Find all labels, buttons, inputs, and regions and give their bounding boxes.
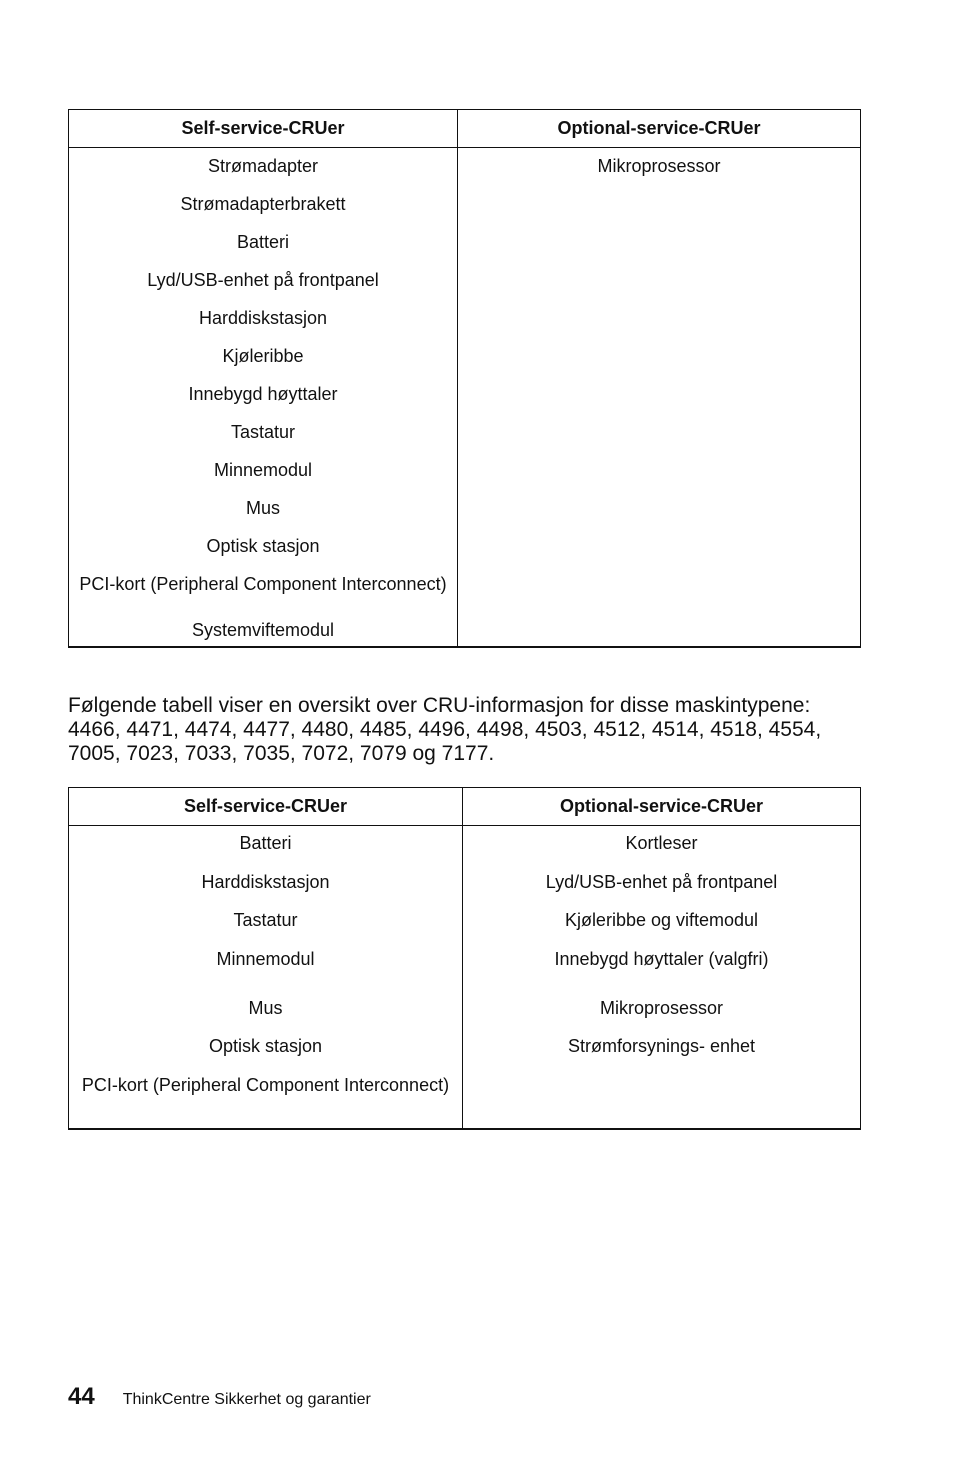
table1-self-service-cell bbox=[69, 148, 458, 648]
table2-self-item: Optisk stasjon bbox=[208, 1036, 323, 1056]
table2-header-self-service: Self-service-CRUer bbox=[69, 788, 463, 826]
cru-table-1 bbox=[68, 109, 861, 648]
table1-self-item: Optisk stasjon bbox=[206, 536, 320, 556]
intro-paragraph: Følgende tabell viser en oversikt over CRU-informasjon for disse maskintypene: 4466, 4471, 4474, 4477, 4480, 4485, 4496, 4498, 4503, 4512, 4514, 4518, 4554, 7005, 7023, 7033, 7035, 7072, 7079 og 7177. bbox=[68, 694, 822, 765]
table1-self-item: Minnemodul bbox=[213, 460, 313, 480]
table1-self-item: Lyd/USB-enhet på frontpanel bbox=[147, 270, 379, 290]
table1-header-self-service: Self-service-CRUer bbox=[69, 110, 458, 148]
table1-self-item: PCI-kort (Peripheral Component Interconnect) bbox=[79, 574, 447, 594]
table2-header-optional-service: Optional-service-CRUer bbox=[463, 788, 861, 826]
table1-self-item: Innebygd høyttaler bbox=[188, 384, 338, 404]
document-title: ThinkCentre Sikkerhet og garantier bbox=[122, 1391, 371, 1408]
table2-self-service-cell bbox=[69, 826, 463, 1129]
table2-self-item: Tastatur bbox=[233, 910, 298, 930]
table2-self-item: Minnemodul bbox=[216, 948, 315, 969]
table2-self-item: Mus bbox=[248, 997, 283, 1018]
table2-self-item: Harddiskstasjon bbox=[201, 871, 330, 892]
table1-header-optional-service: Optional-service-CRUer bbox=[458, 110, 861, 148]
table1-optional-item: Mikroprosessor bbox=[597, 156, 721, 176]
table1-self-item: Harddiskstasjon bbox=[198, 308, 328, 328]
table1-self-item: Strømadapterbrakett bbox=[180, 194, 346, 214]
page-footer bbox=[68, 1383, 371, 1411]
table1-self-item: Strømadapter bbox=[207, 156, 319, 176]
table1-self-item: Systemviftemodul bbox=[191, 620, 335, 640]
table2-optional-item: Kjøleribbe og viftemodul bbox=[564, 910, 759, 930]
table1-self-item: Batteri bbox=[236, 232, 290, 252]
table2-self-item: Batteri bbox=[239, 833, 292, 853]
page-number: 44 bbox=[68, 1383, 95, 1410]
table2-self-item: PCI-kort (Peripheral Component Interconnect) bbox=[81, 1074, 450, 1095]
table1-self-item: Mus bbox=[245, 498, 280, 518]
table2-optional-item: Lyd/USB-enhet på frontpanel bbox=[545, 871, 778, 892]
table2-optional-item: Strømforsynings- enhet bbox=[567, 1036, 756, 1056]
table2-optional-item: Kortleser bbox=[625, 833, 698, 853]
table1-self-item: Kjøleribbe bbox=[222, 346, 304, 366]
table2-optional-item: Mikroprosessor bbox=[599, 997, 724, 1018]
table2-optional-item: Innebygd høyttaler (valgfri) bbox=[554, 948, 769, 969]
table2-optional-service-cell bbox=[463, 826, 861, 1129]
cru-table-2 bbox=[68, 787, 861, 1130]
table1-optional-service-cell bbox=[458, 148, 861, 648]
table1-self-item: Tastatur bbox=[230, 422, 296, 442]
